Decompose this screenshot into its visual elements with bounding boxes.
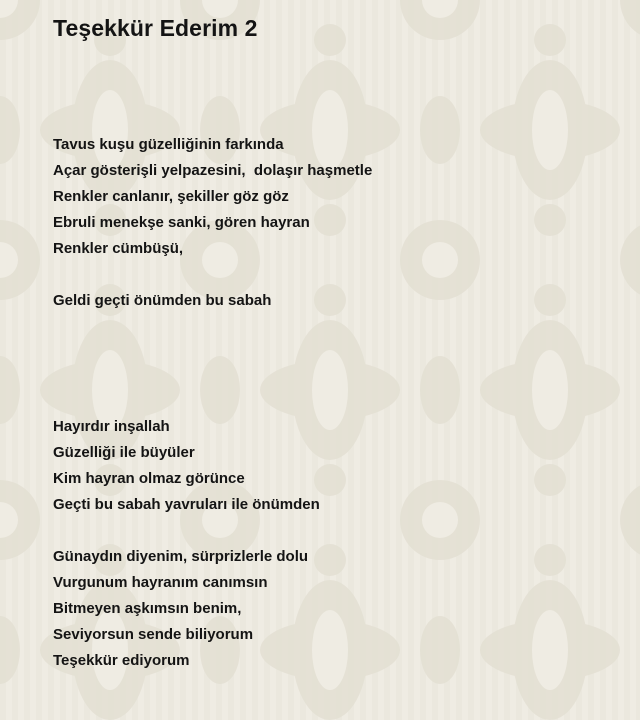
- poem-line: Bitmeyen aşkımsın benim,: [53, 600, 242, 617]
- poem-line: Geldi geçti önümden bu sabah: [53, 292, 272, 309]
- poem-line: Günaydın diyenim, sürprizlerle dolu: [53, 548, 309, 565]
- poem-line: Açar gösterişli yelpazesini, dolaşır haşmetle: [53, 162, 373, 179]
- poem-line: Vurgunum hayranım canımsın: [53, 574, 268, 591]
- poem-stanza-4: [53, 544, 613, 674]
- poem-line: Renkler cümbüşü,: [53, 240, 184, 257]
- poem-line: Seviyorsun sende biliyorum: [53, 626, 254, 643]
- poem-line: Kim hayran olmaz görünce: [53, 470, 245, 487]
- poem-body: [53, 132, 613, 674]
- poem-stanza-2: [53, 288, 613, 314]
- poem-stanza-1: [53, 132, 613, 262]
- page-title: Teşekkür Ederim 2: [53, 15, 258, 41]
- poem-page: [53, 14, 613, 669]
- poem-line: Geçti bu sabah yavruları ile önümden: [53, 496, 320, 513]
- stanza-gap: [53, 518, 613, 544]
- poem-line: Tavus kuşu güzelliğinin farkında: [53, 136, 284, 153]
- poem-stanza-3: [53, 414, 613, 518]
- poem-line: Ebruli menekşe sanki, gören hayran: [53, 214, 310, 231]
- stanza-gap: [53, 262, 613, 288]
- stanza-gap-large: [53, 314, 613, 414]
- poem-line: Teşekkür ediyorum: [53, 652, 190, 669]
- poem-line: Hayırdır inşallah: [53, 418, 170, 435]
- poem-line: Renkler canlanır, şekiller göz göz: [53, 188, 289, 205]
- poem-line: Güzelliği ile büyüler: [53, 444, 195, 461]
